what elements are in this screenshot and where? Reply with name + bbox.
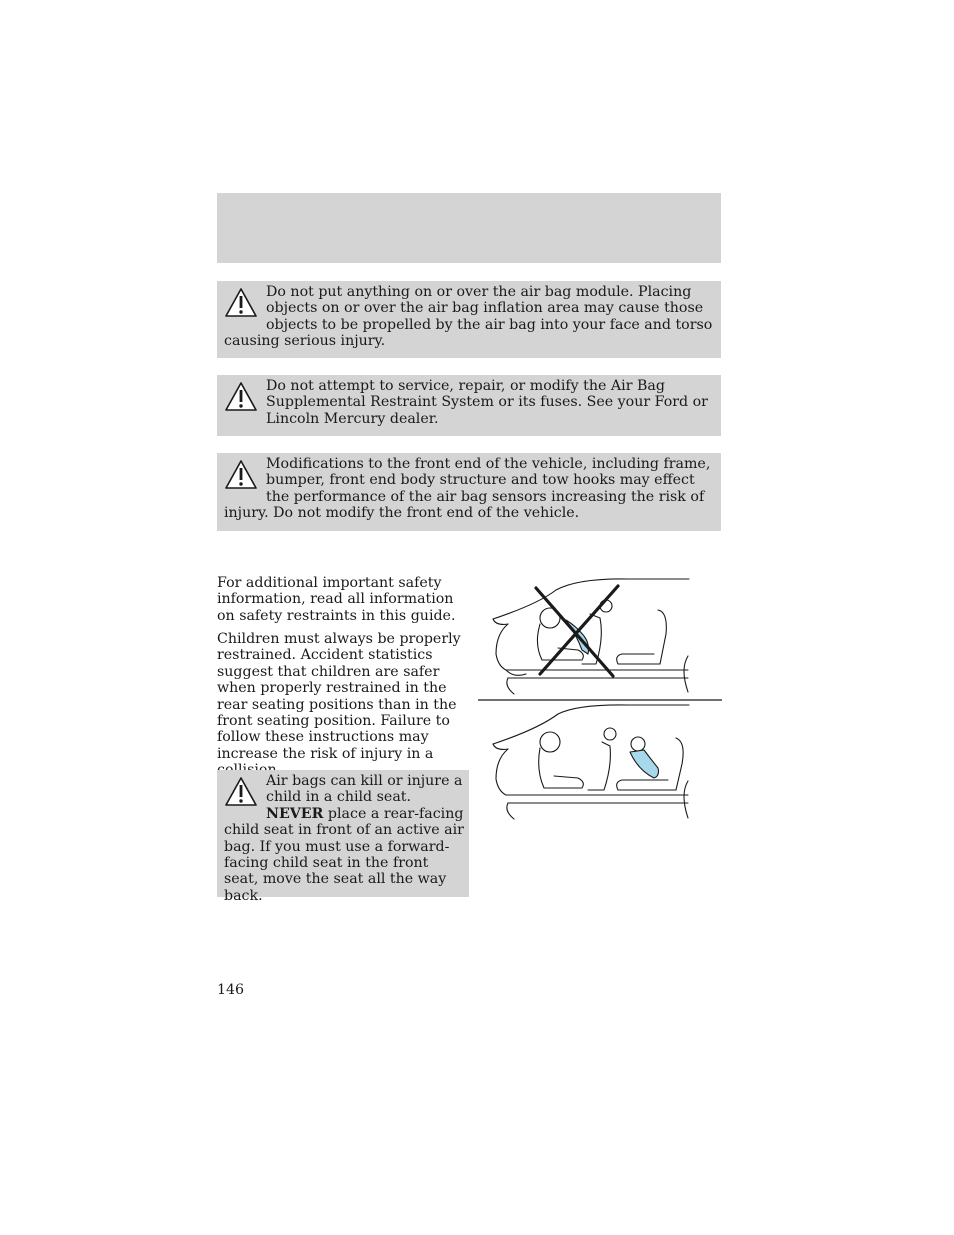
car-incorrect-illustration: [493, 579, 689, 694]
page-number: 146: [217, 982, 245, 998]
warning-text: [224, 773, 465, 904]
car-correct-illustration: [493, 705, 689, 819]
warning-emphasis: NEVER: [266, 805, 324, 822]
warning-rest: place a rear-facing child seat in front of an active air bag. If you must use a forward-facing child seat in the front seat, move the seat all the way back.: [224, 805, 464, 904]
warning-text: Modifications to the front end of the vehicle, including frame, bumper, front end body structure and tow hooks may effect the performance of the air bag sensors increasing the risk of injury. Do not modify the front end of the vehicle.: [224, 456, 711, 522]
warning-box-child-seat: [217, 770, 469, 904]
warning-text: Do not put anything on or over the air bag module. Placing objects on or over the air bag inflation area may cause those objects to be propelled by the air bag into your face and torso causing serious injury.: [224, 284, 713, 350]
warning-text: Do not attempt to service, repair, or modify the Air Bag Supplemental Restraint System or its fuses. See your Ford or Lincoln Mercury dealer.: [266, 378, 708, 427]
warning-box-airbag-module: [217, 281, 721, 358]
warning-triangle-icon: [224, 381, 258, 413]
section-header-band: [217, 193, 721, 263]
warning-triangle-icon: [224, 287, 258, 319]
paragraph-children: [217, 631, 473, 779]
warning-triangle-icon: [224, 776, 258, 808]
child-seat-placement-illustration: [478, 574, 722, 824]
warning-box-service: [217, 375, 721, 436]
paragraph-text: For additional important safety information, read all information on safety restraints in this guide.: [217, 575, 456, 624]
warning-box-front-end: [217, 453, 721, 531]
warning-lead: Air bags can kill or injure a child in a child seat.: [266, 773, 463, 806]
paragraph-safety-info: [217, 575, 473, 624]
paragraph-text: Children must always be properly restrained. Accident statistics suggest that children are safer when properly restrained in the rear seating positions than in the front seating position. Failure to follow these instructions may increase the risk of injury in a: [217, 631, 461, 762]
warning-triangle-icon: [224, 459, 258, 491]
